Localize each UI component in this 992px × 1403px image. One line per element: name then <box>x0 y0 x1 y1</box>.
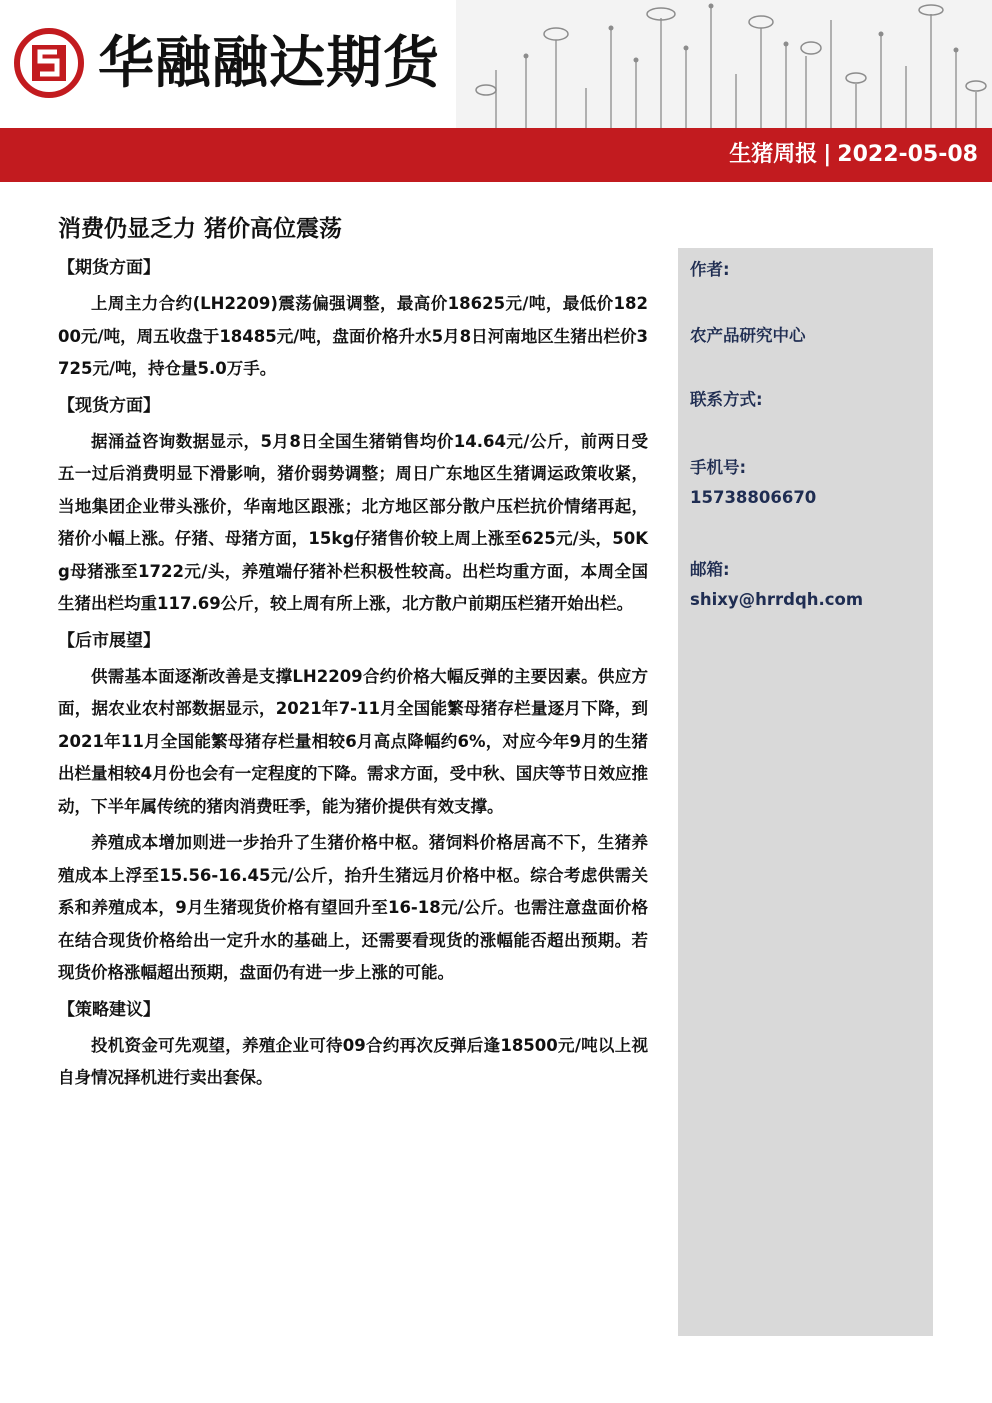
phone-label: 手机号: <box>690 458 747 477</box>
contact-label: 联系方式: <box>690 390 763 409</box>
section-heading: 【策略建议】 <box>58 999 160 1020</box>
report-type: 生猪周报 <box>729 142 818 167</box>
section-outlook <box>58 625 648 990</box>
title-banner <box>0 128 992 182</box>
report-body <box>58 252 648 1099</box>
paragraph: 养殖成本增加则进一步抬升了生猪价格中枢。猪饲料价格居高不下，生猪养殖成本上浮至15.56-16.45元/公斤，抬升生猪远月价格中枢。综合考虑供需关系和养殖成本，9月生猪现货价格有望回升至16-18元/公斤。也需注意盘面价格在结合现货价格给出一定升水的基础上，还需要看现货的涨幅能否超出预期。若现货价格涨幅超出预期，盘面仍有进一步上涨的可能。 <box>58 833 648 982</box>
report-date: 2022-05-08 <box>837 142 978 167</box>
report-title: 消费仍显乏力 猪价高位震荡 <box>58 216 343 242</box>
banner-separator: | <box>823 142 832 167</box>
paragraph: 上周主力合约(LH2209)震荡偏强调整，最高价18625元/吨，最低价18200元/吨，周五收盘于18485元/吨，盘面价格升水5月8日河南地区生猪出栏价3725元/吨，持仓量5.0万手。 <box>58 294 648 378</box>
email-value[interactable]: shixy@hrrdqh.com <box>690 590 864 609</box>
section-heading: 【期货方面】 <box>58 258 160 278</box>
paragraph: 据涌益咨询数据显示，5月8日全国生猪销售均价14.64元/公斤，前两日受五一过后消费明显下滑影响，猪价弱势调整；周日广东地区生猪调运政策收紧，当地集团企业带头涨价，华南地区跟涨；北方地区部分散户压栏抗价情绪再起，猪价小幅上涨。仔猪、母猪方面，15kg仔猪售价较上周上涨至625元/头，50Kg母猪涨至1722元/头，养殖端仔猪补栏积极性较高。出栏均重方面，本周全国生猪出栏均重117.69公斤，较上周有所上涨，北方散户前期压栏猪开始出栏。 <box>58 431 648 613</box>
company-name: 华融融达期货 <box>98 31 440 96</box>
paragraph: 投机资金可先观望，养殖企业可待09合约再次反弹后逢18500元/吨以上视自身情况择机进行卖出套保。 <box>58 1035 648 1087</box>
banner-text <box>729 128 978 182</box>
decorative-pattern <box>456 0 992 128</box>
author-value: 农产品研究中心 <box>690 326 806 345</box>
author-sidebar <box>678 248 933 1336</box>
section-strategy <box>58 994 648 1095</box>
section-heading: 【后市展望】 <box>58 630 160 651</box>
author-label: 作者: <box>690 260 730 279</box>
report-header <box>0 0 992 185</box>
section-heading: 【现货方面】 <box>58 395 160 416</box>
section-futures <box>58 252 648 386</box>
company-logo <box>14 28 84 98</box>
section-spot <box>58 390 648 621</box>
email-label: 邮箱: <box>690 560 730 579</box>
paragraph: 供需基本面逐渐改善是支撑LH2209合约价格大幅反弹的主要因素。供应方面，据农业农村部数据显示，2021年7-11月全国能繁母猪存栏量逐月下降，到2021年11月全国能繁母猪存栏量相较6月高点降幅约6%，对应今年9月的生猪出栏量相较4月份也会有一定程度的下降。需求方面，受中秋、国庆等节日效应推动，下半年属传统的猪肉消费旺季，能为猪价提供有效支撑。 <box>58 666 648 816</box>
phone-value: 15738806670 <box>690 488 817 507</box>
